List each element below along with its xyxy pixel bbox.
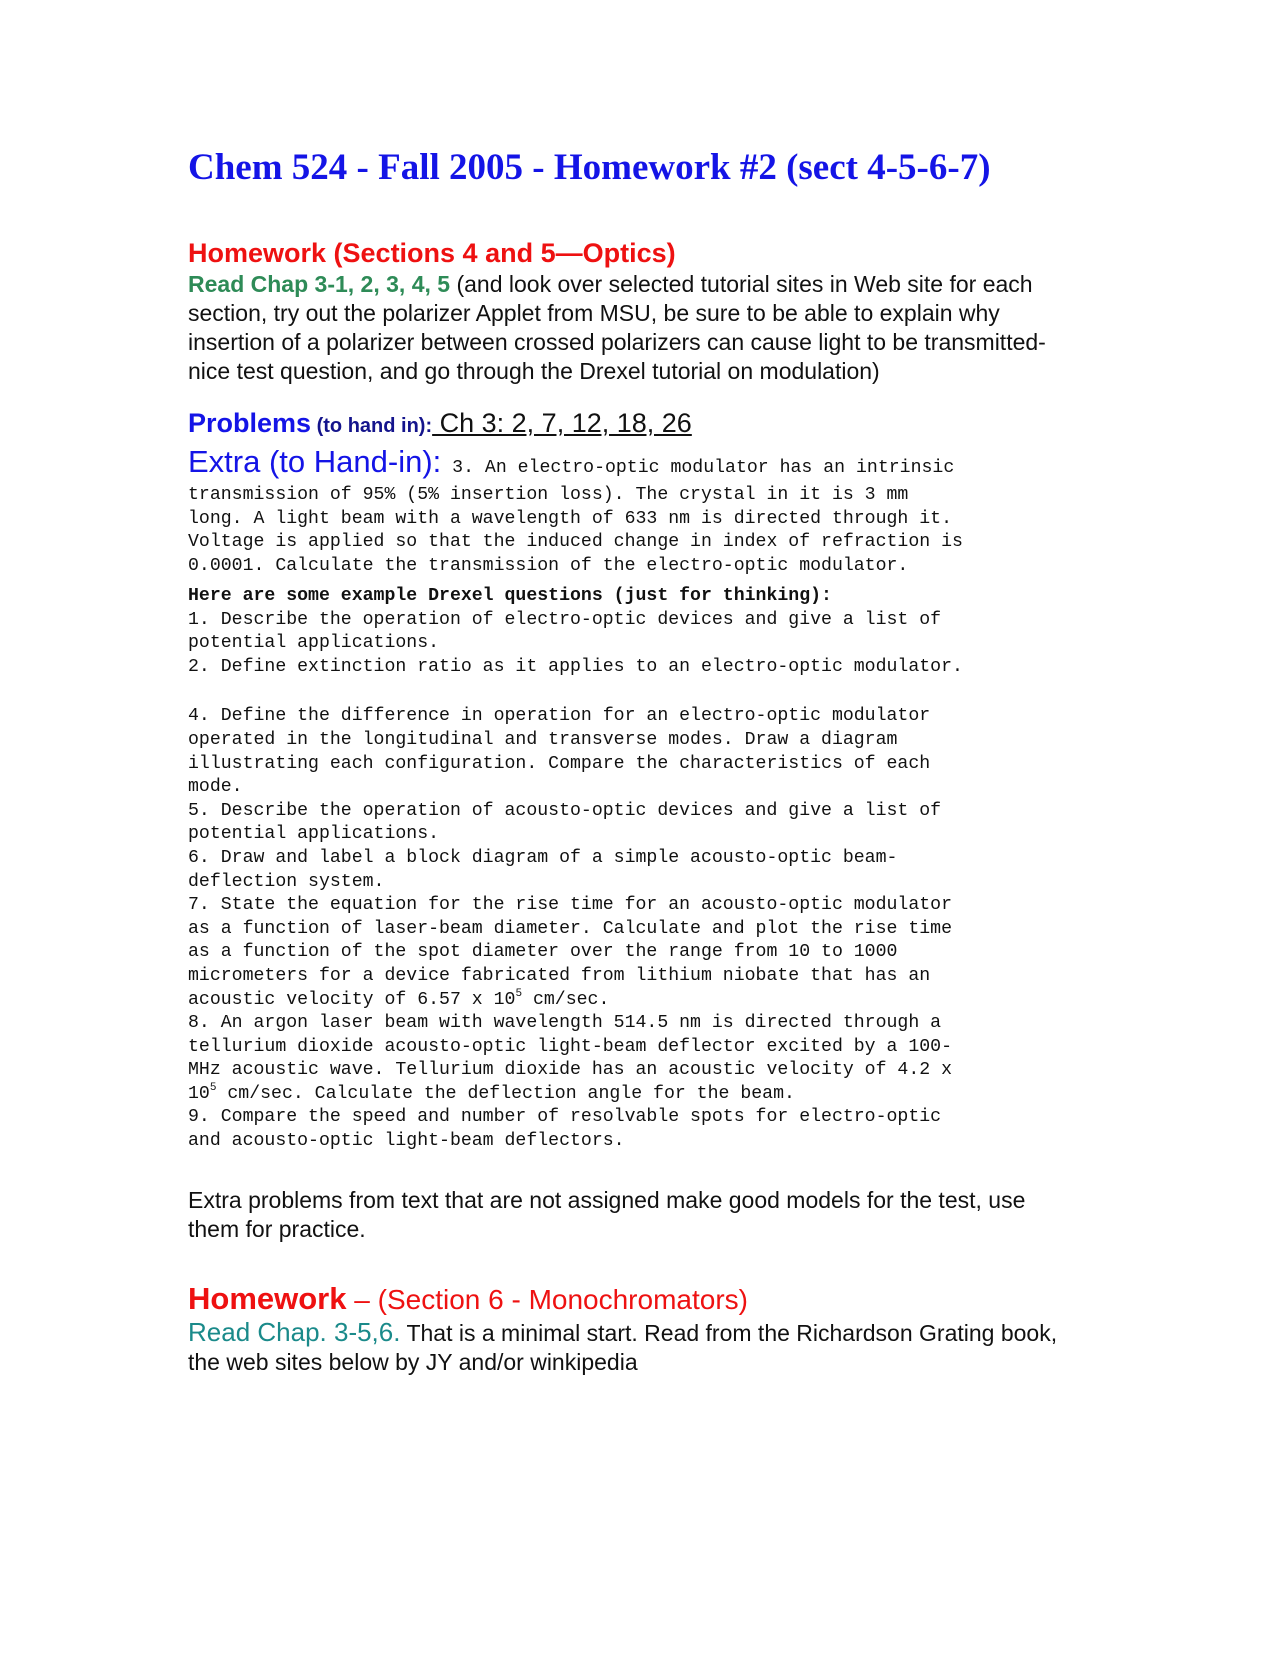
extra-text-first: 3. An electro-optic modulator has an intrinsic	[441, 458, 955, 478]
drexel-question-line: potential applications.	[188, 824, 440, 845]
extra-text-line: transmission of 95% (5% insertion loss). The crystal in it is 3 mm	[188, 485, 909, 505]
drexel-question-line: as a function of laser-beam diameter. Calculate and plot the rise time	[188, 918, 952, 939]
extra-text-line: Voltage is applied so that the induced change in index of refraction is	[188, 532, 963, 553]
drexel-question-line: 4. Define the difference in operation for an electro-optic modulator	[188, 706, 931, 727]
optics-section	[188, 236, 1088, 386]
mono-heading-text: Homework	[188, 1281, 347, 1316]
page-title: Chem 524 - Fall 2005 - Homework #2 (sect 4-5-6-7)	[188, 147, 991, 188]
drexel-q7-last-line	[188, 989, 1088, 1013]
drexel-question-line: 2. Define extinction ratio as it applies to an electro-optic modulator.	[188, 656, 963, 677]
drexel-section	[188, 585, 1088, 1154]
extra-text-line: 0.0001. Calculate the transmission of the electro-optic modulator.	[188, 555, 909, 576]
problems-line	[188, 408, 1088, 439]
drexel-heading: Here are some example Drexel questions (just for thinking):	[188, 586, 832, 606]
drexel-question-line: 7. State the equation for the rise time for an acousto-optic modulator	[188, 895, 952, 916]
drexel-question-line: micrometers for a device fabricated from lithium niobate that has an	[188, 965, 931, 986]
drexel-question-line: 1. Describe the operation of electro-optic devices and give a list of	[188, 609, 942, 630]
extra-label: Extra (to Hand-in):	[188, 444, 442, 479]
problems-sub-label: (to hand in):	[311, 415, 433, 437]
drexel-question-line: mode.	[188, 777, 243, 798]
problems-label: Problems	[188, 408, 312, 438]
extra-note: Extra problems from text that are not assigned make good models for the test, use them for practice.	[188, 1187, 1026, 1242]
drexel-question-line: operated in the longitudinal and transverse modes. Draw a diagram	[188, 729, 898, 750]
optics-heading-text: Homework (Sections 4 and 5—Optics)	[188, 238, 676, 268]
q8-exponent: 5	[209, 1081, 217, 1094]
extra-text-line: long. A light beam with a wavelength of 633 nm is directed through it.	[188, 508, 952, 529]
drexel-question-line: and acousto-optic light-beam deflectors.	[188, 1131, 625, 1152]
drexel-question-8	[188, 1012, 1088, 1083]
drexel-question-line: 9. Compare the speed and number of resolvable spots for electro-optic	[188, 1107, 942, 1128]
drexel-question-9	[188, 1106, 1088, 1153]
drexel-question-line: 8. An argon laser beam with wavelength 514.5 nm is directed through a	[188, 1013, 942, 1034]
optics-read-label: Read Chap 3-1, 2, 3, 4, 5	[188, 271, 451, 297]
mono-read-label: Read Chap. 3-5,6.	[188, 1317, 401, 1347]
drexel-question-line: MHz acoustic wave. Tellurium dioxide has an acoustic velocity of 4.2 x	[188, 1060, 952, 1081]
drexel-question-line: potential applications.	[188, 633, 440, 654]
mono-reading	[188, 1318, 1078, 1377]
optics-reading	[188, 270, 1068, 386]
q7-exponent: 5	[515, 987, 523, 1000]
extra-text-lines	[188, 484, 1088, 578]
mono-read-text: That is a minimal start. Read from the Richardson Grating book, the web sites below by JY and/or winkipedia	[188, 1320, 1058, 1375]
problems-list: Ch 3: 2, 7, 12, 18, 26	[432, 408, 692, 438]
extra-problem	[188, 446, 1088, 578]
optics-read-text: (and look over selected tutorial sites in Web site for each section, try out the polarizer Applet from MSU, be sure to be able to explain why insertion of a polarizer between crossed polarizers can cause light to be transmitted-nice test question, and go through the Drexel tutorial on modulation)	[188, 271, 1046, 384]
q8-rest: cm/sec. Calculate the deflection angle for the beam.	[216, 1083, 795, 1104]
drexel-question-line: as a function of the spot diameter over the range from 10 to 1000	[188, 942, 898, 963]
mono-heading-rest: – (Section 6 - Monochromators)	[346, 1284, 748, 1315]
mono-heading	[188, 1282, 1088, 1317]
drexel-question-line: deflection system.	[188, 871, 385, 892]
q7-velocity-text: acoustic velocity of 6.57 x 10	[188, 989, 516, 1010]
drexel-question-line: 5. Describe the operation of acousto-optic devices and give a list of	[188, 800, 942, 821]
q8-base: 10	[188, 1083, 210, 1104]
drexel-questions-1-2	[188, 609, 1088, 680]
optics-heading	[188, 236, 1088, 270]
mono-section	[188, 1282, 1088, 1377]
drexel-question-line: illustrating each configuration. Compare the characteristics of each	[188, 753, 931, 774]
drexel-question-line: 6. Draw and label a block diagram of a simple acousto-optic beam-	[188, 847, 898, 868]
drexel-q8-last-line	[188, 1083, 1088, 1107]
drexel-question-line: tellurium dioxide acousto-optic light-beam deflector excited by a 100-	[188, 1036, 952, 1057]
drexel-questions-4-7	[188, 705, 1088, 988]
q7-units: cm/sec.	[522, 989, 610, 1010]
